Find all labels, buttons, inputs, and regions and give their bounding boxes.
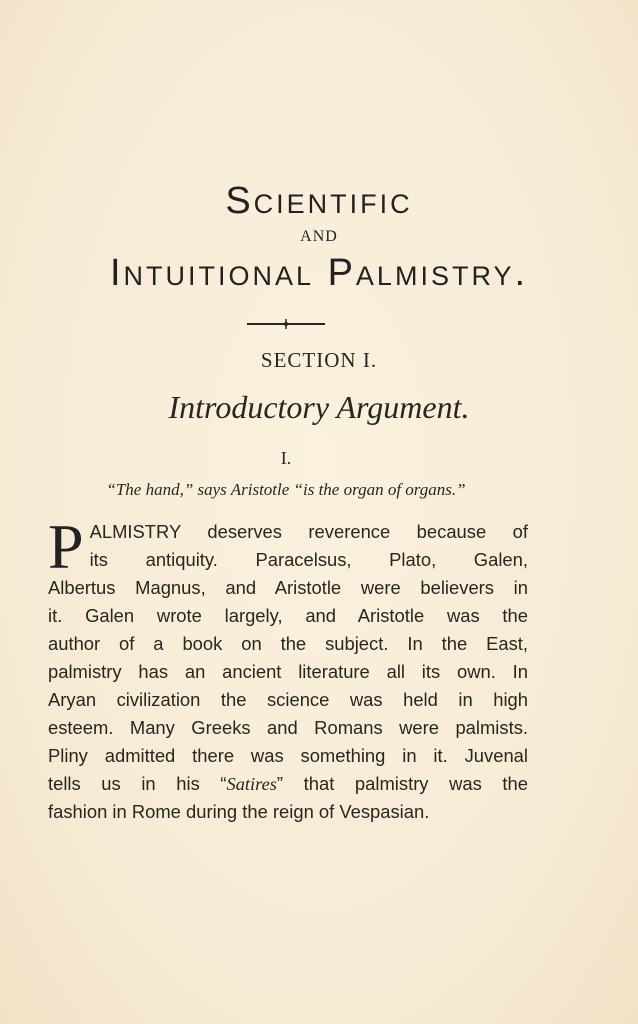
book-title-satires: Satires [226, 774, 277, 794]
body-line: esteem. Many Greeks and Romans were palmists. [48, 717, 528, 738]
body-line: Albertus Magnus, and Aristotle were believers in [48, 577, 528, 598]
section-numeral: I. [280, 448, 292, 468]
body-line-last: fashion in Rome during the reign of Vespasian. [48, 801, 430, 822]
body-line: Pliny admitted there was something in it. Juvenal [48, 745, 528, 766]
section-heading: SECTION I. [260, 348, 378, 372]
body-line: it. Galen wrote largely, and Aristotle was the [48, 605, 528, 626]
body-paragraph [48, 511, 528, 826]
divider-ornament-icon [245, 318, 327, 330]
body-line: Aryan civilization the science was held in high [48, 689, 528, 710]
body-line: palmistry has an ancient literature all its own. In [48, 661, 528, 682]
body-line: author of a book on the subject. In the East, [48, 633, 528, 654]
title-line-2: Intuitional Palmistry. [109, 252, 529, 294]
body-text-segment: tells us in his “ [48, 773, 227, 794]
body-line: its antiquity. Paracelsus, Plato, Galen, [89, 549, 528, 570]
title-line-1: Scientific [225, 180, 413, 222]
title-and: AND [300, 228, 338, 245]
section-subheading: Introductory Argument. [168, 389, 470, 425]
body-line: ALMISTRY deserves reverence because of [89, 521, 528, 542]
body-text-segment: ” that palmistry was the [276, 773, 528, 794]
epigraph-quote: “The hand,” says Aristotle “is the organ of organs.” [106, 480, 466, 499]
drop-cap: P [48, 511, 84, 582]
body-line [48, 770, 528, 798]
